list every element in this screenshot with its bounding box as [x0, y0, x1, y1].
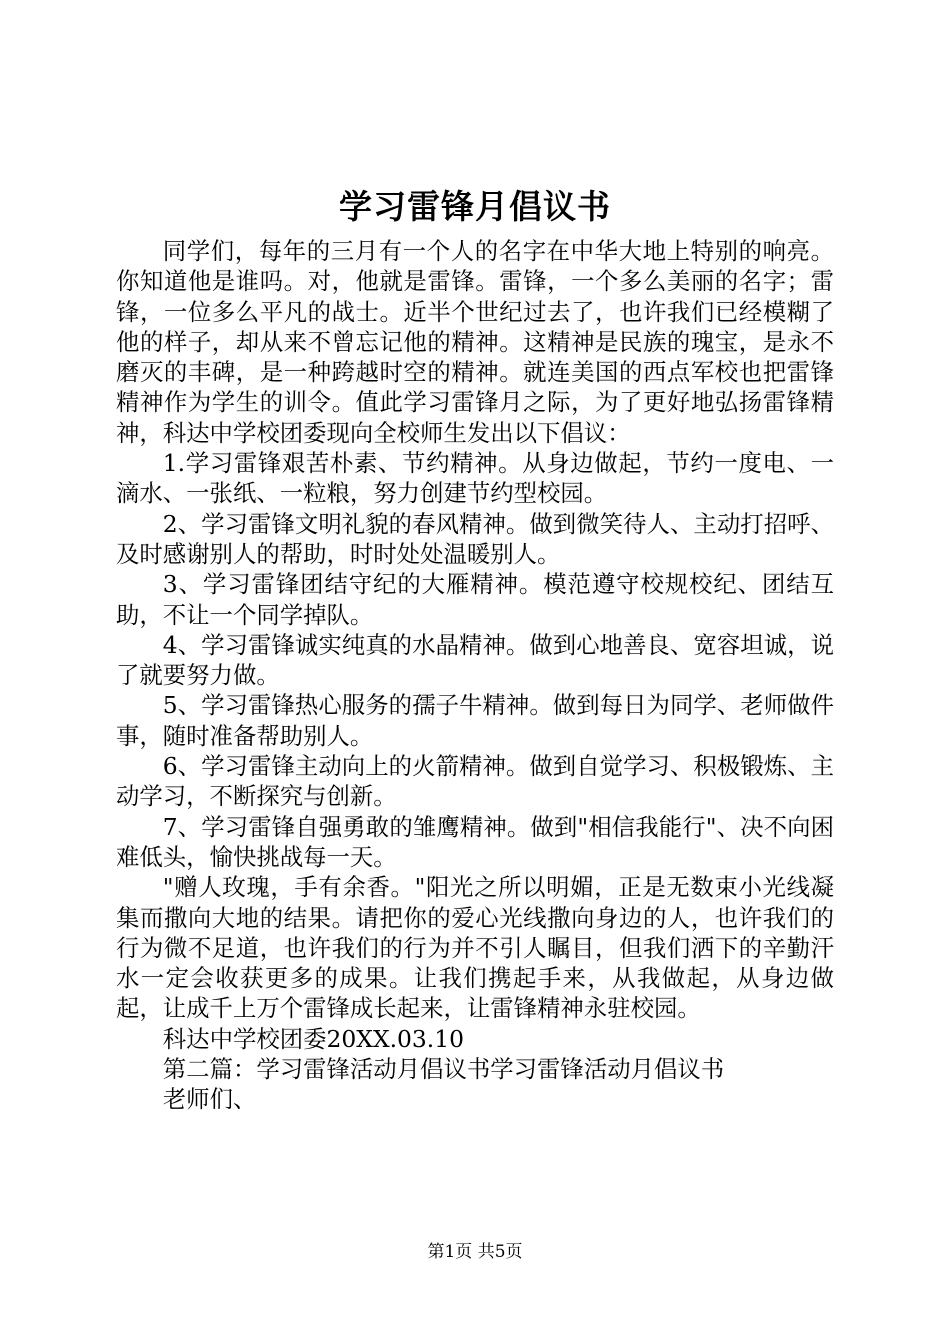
paragraph-item-4: 4、学习雷锋诚实纯真的水晶精神。做到心地善良、宽容坦诚，说了就要努力做。 [116, 630, 834, 690]
paragraph-closing: "赠人玫瑰，手有余香。"阳光之所以明媚，正是无数束小光线凝集而撒向大地的结果。请把你的爱心光线撒向身边的人，也许我们的行为微不足道，也许我们的行为并不引人瞩目，但我们洒下的辛勤汗水一定会收获更多的成果。让我们携起手来，从我做起，从身边做起，让成千上万个雷锋成长起来，让雷锋精神永驻校园。 [116, 873, 834, 1023]
document-body [116, 236, 834, 1115]
paragraph-item-7: 7、学习雷锋自强勇敢的雏鹰精神。做到"相信我能行"、决不向困难低头，愉快挑战每一天。 [116, 812, 834, 871]
page-footer: 第1页 共5页 [427, 1242, 523, 1262]
paragraph-item-3: 3、学习雷锋团结守纪的大雁精神。模范遵守校规校纪、团结互助，不让一个同学掉队。 [116, 570, 834, 629]
paragraph-intro: 同学们，每年的三月有一个人的名字在中华大地上特别的响亮。你知道他是谁吗。对，他就是雷锋。雷锋，一个多么美丽的名字；雷锋，一位多么平凡的战士。近半个世纪过去了，也许我们已经模糊了他的样子，却从来不曾忘记他的精神。这精神是民族的瑰宝，是永不磨灭的丰碑，是一种跨越时空的精神。就连美国的西点军校也把雷锋精神作为学生的训令。值此学习雷锋月之际，为了更好地弘扬雷锋精神，科达中学校团委现向全校师生发出以下倡议： [116, 237, 834, 447]
paragraph-item-6: 6、学习雷锋主动向上的火箭精神。做到自觉学习、积极锻炼、主动学习，不断探究与创新。 [116, 752, 834, 811]
paragraph-item-2: 2、学习雷锋文明礼貌的春风精神。做到微笑待人、主动打招呼、及时感谢别人的帮助，时时处处温暖别人。 [116, 509, 834, 568]
signature-line: 科达中学校团委20XX.03.10 [162, 1024, 464, 1053]
salutation: 老师们、 [162, 1085, 257, 1114]
paragraph-item-5: 5、学习雷锋热心服务的孺子牛精神。做到每日为同学、老师做件事，随时准备帮助别人。 [116, 691, 834, 750]
document-title: 学习雷锋月倡议书 [339, 187, 611, 226]
second-article-heading: 第二篇：学习雷锋活动月倡议书学习雷锋活动月倡议书 [162, 1055, 725, 1084]
paragraph-item-1: 1.学习雷锋艰苦朴素、节约精神。从身边做起，节约一度电、一滴水、一张纸、一粒粮，努力创建节约型校园。 [116, 449, 834, 508]
